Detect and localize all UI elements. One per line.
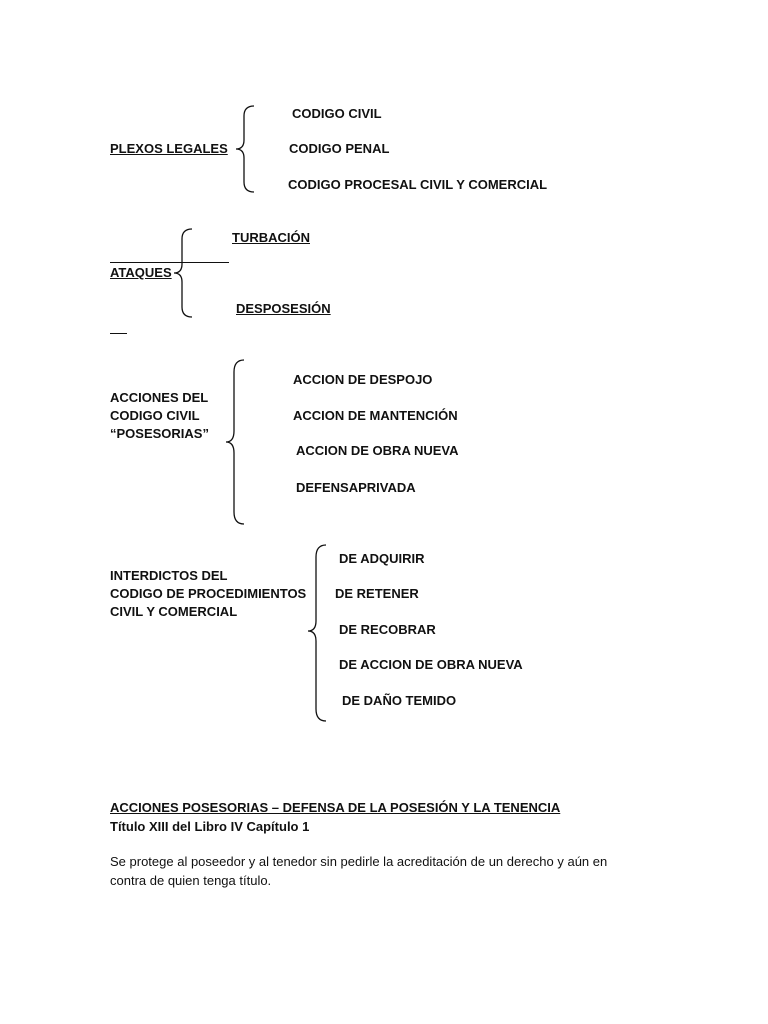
paragraph-line-1: Se protege al poseedor y al tenedor sin pedirle la acreditación de un derecho y aún en — [110, 854, 608, 869]
ataques-label: ATAQUES — [110, 265, 172, 280]
ataques-item-desposesion: DESPOSESIÓN — [236, 301, 331, 316]
acciones-label-line-2: CODIGO CIVIL — [110, 408, 200, 423]
section-heading: ACCIONES POSESORIAS – DEFENSA DE LA POSESIÓN Y LA TENENCIA — [110, 800, 561, 815]
interdictos-item-adquirir: DE ADQUIRIR — [339, 551, 425, 566]
interdictos-label-line-1: INTERDICTOS DEL — [110, 568, 228, 583]
ataques-brace — [172, 227, 196, 319]
section-subheading: Título XIII del Libro IV Capítulo 1 — [110, 819, 310, 834]
acciones-brace — [224, 358, 248, 526]
plexos-item-procesal: CODIGO PROCESAL CIVIL Y COMERCIAL — [288, 177, 548, 192]
interdictos-item-recobrar: DE RECOBRAR — [339, 622, 436, 637]
plexos-brace — [234, 104, 258, 194]
acciones-label-line-3: “POSESORIAS” — [110, 426, 209, 441]
acciones-item-defensa: DEFENSAPRIVADA — [296, 480, 416, 495]
ataques-item-turbacion: TURBACIÓN — [232, 230, 310, 245]
interdictos-brace — [306, 543, 330, 723]
acciones-item-mantencion: ACCION DE MANTENCIÓN — [293, 408, 458, 423]
ataques-rule — [110, 262, 229, 263]
interdictos-item-dano-temido: DE DAÑO TEMIDO — [342, 693, 457, 708]
small-rule — [110, 333, 127, 334]
interdictos-item-retener: DE RETENER — [335, 586, 419, 601]
interdictos-label-line-2: CODIGO DE PROCEDIMIENTOS — [110, 586, 307, 601]
plexos-item-penal: CODIGO PENAL — [289, 141, 390, 156]
acciones-item-despojo: ACCION DE DESPOJO — [293, 372, 433, 387]
interdictos-label-line-3: CIVIL Y COMERCIAL — [110, 604, 238, 619]
paragraph-line-2: contra de quien tenga título. — [110, 873, 272, 888]
acciones-label-line-1: ACCIONES DEL — [110, 390, 209, 405]
interdictos-item-obra-nueva: DE ACCION DE OBRA NUEVA — [339, 657, 523, 672]
acciones-item-obra-nueva: ACCION DE OBRA NUEVA — [296, 443, 459, 458]
plexos-label: PLEXOS LEGALES — [110, 141, 228, 156]
plexos-item-civil: CODIGO CIVIL — [292, 106, 382, 121]
